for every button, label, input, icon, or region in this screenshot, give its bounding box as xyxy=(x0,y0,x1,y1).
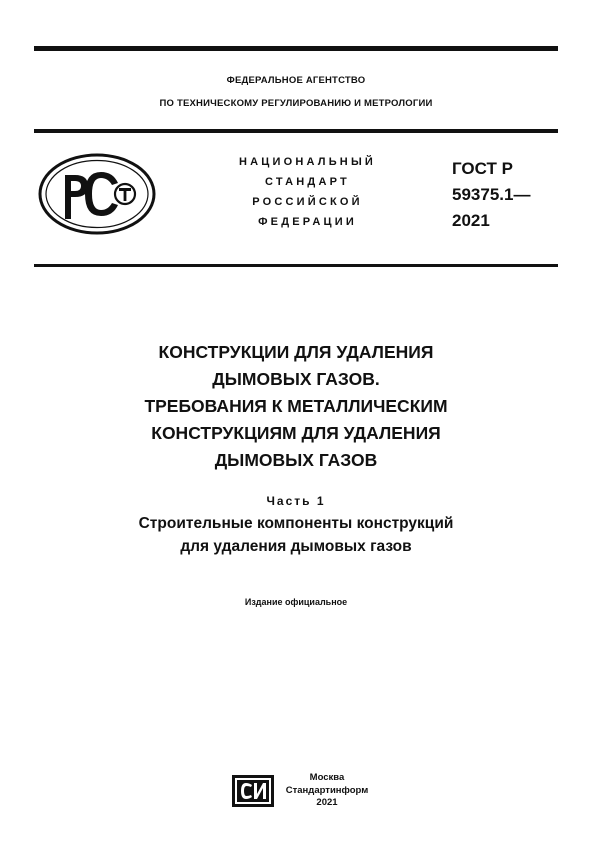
header-divider xyxy=(34,129,558,133)
gost-line-3: 2021 xyxy=(452,211,490,230)
subtitle-line-2: для удаления дымовых газов xyxy=(180,538,412,555)
gost-designation xyxy=(452,156,530,234)
title-line-5: ДЫМОВЫХ ГАЗОВ xyxy=(214,450,378,470)
national-standard-line-2: СТАНДАРТ xyxy=(265,176,350,188)
agency-name-line-2: ПО ТЕХНИЧЕСКОМУ РЕГУЛИРОВАНИЮ И МЕТРОЛОГИИ xyxy=(159,98,433,109)
publisher-city: Москва xyxy=(309,772,345,783)
subtitle-line-1: Строительные компоненты конструкций xyxy=(138,515,454,532)
title-line-4: КОНСТРУКЦИЯМ ДЛЯ УДАЛЕНИЯ xyxy=(151,423,441,443)
national-standard-line-4: ФЕДЕРАЦИИ xyxy=(258,216,357,228)
top-rule xyxy=(34,46,558,51)
part-subtitle xyxy=(34,512,558,558)
title-line-3: ТРЕБОВАНИЯ К МЕТАЛЛИЧЕСКИМ xyxy=(144,396,448,416)
rst-emblem-icon xyxy=(38,153,156,235)
gost-line-2: 59375.1— xyxy=(452,185,531,204)
title-line-2: ДЫМОВЫХ ГАЗОВ. xyxy=(212,369,380,389)
standartinform-logo-icon xyxy=(232,775,274,807)
part-label: Часть 1 xyxy=(266,494,326,508)
publisher-name: Стандартинформ xyxy=(285,784,369,796)
national-standard-line-1: НАЦИОНАЛЬНЫЙ xyxy=(238,156,377,168)
publisher-info xyxy=(282,772,372,810)
edition-label: Издание официальное xyxy=(244,597,348,607)
publisher-year: 2021 xyxy=(316,797,338,808)
national-standard-line-3: РОССИЙСКОЙ xyxy=(252,196,363,208)
agency-name-line-1: ФЕДЕРАЛЬНОЕ АГЕНТСТВО xyxy=(226,75,366,86)
title-line-1: КОНСТРУКЦИИ ДЛЯ УДАЛЕНИЯ xyxy=(158,342,434,362)
header-bottom-rule xyxy=(34,264,558,267)
gost-line-1: ГОСТ Р xyxy=(452,159,513,178)
document-title xyxy=(34,339,558,474)
